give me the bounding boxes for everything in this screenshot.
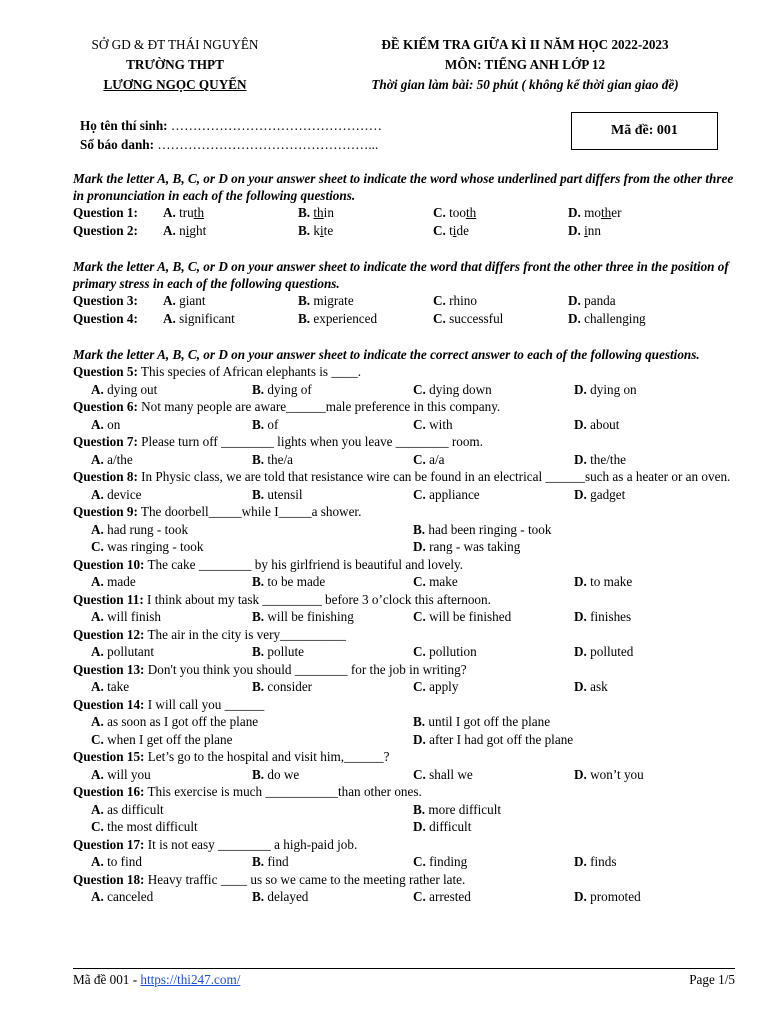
question-stem	[73, 836, 735, 854]
department: SỞ GD & ĐT THÁI NGUYÊN	[91, 37, 259, 52]
option-a: A. to find	[91, 854, 142, 869]
option-c: C. will be finished	[413, 609, 512, 624]
option-b: B. experienced	[298, 311, 378, 326]
option-c: C. successful	[433, 311, 504, 326]
option-c: C. appliance	[413, 486, 480, 502]
answer-row	[73, 381, 735, 399]
option-a: A. made	[91, 574, 136, 589]
name-dots: …………………………………………	[170, 118, 382, 133]
option-b: B. delayed	[252, 889, 309, 904]
question-item	[73, 748, 735, 783]
site-link[interactable]: https://thi247.com/	[140, 972, 241, 987]
id-dots: …………………………………………...	[157, 137, 379, 152]
option-b: B. to be made	[252, 574, 326, 589]
option-a: A. as difficult	[91, 801, 164, 817]
option-a: A. canceled	[91, 889, 154, 904]
question-label: Question 14:	[73, 696, 145, 712]
question-item	[73, 626, 735, 661]
question-row	[73, 204, 735, 222]
question-label: Question 7:	[73, 434, 138, 449]
option-b: B. do we	[252, 766, 300, 782]
question-stem	[73, 398, 735, 416]
question-stem	[73, 433, 735, 451]
answer-row	[73, 801, 735, 819]
question-stem	[73, 468, 735, 486]
option-c: C. the most difficult	[91, 819, 198, 834]
question-text: Heavy traffic ____ us so we came to the meeting rather late.	[144, 871, 466, 887]
option-d: D. rang - was taking	[413, 539, 521, 554]
option-d: D. about	[574, 416, 620, 432]
question-row	[73, 310, 735, 328]
option-d: D. promoted	[574, 889, 641, 904]
question-item	[73, 661, 735, 696]
option-b: B. thin	[298, 205, 334, 220]
question-item	[73, 468, 735, 503]
time-limit: Thời gian làm bài: 50 phút ( không kể thời gian giao đề)	[371, 77, 679, 92]
answer-row	[73, 521, 735, 539]
question-stem	[73, 626, 735, 644]
question-stem	[73, 661, 735, 679]
question-stem	[73, 871, 735, 889]
option-b: B. kite	[298, 223, 334, 238]
answer-row	[73, 818, 735, 836]
option-b: B. consider	[252, 679, 313, 694]
question-text: I think about my task _________ before 3 o’clock this afternoon.	[143, 591, 491, 607]
question-stem	[73, 591, 735, 609]
question-label: Question 12:	[73, 626, 145, 642]
question-item	[73, 836, 735, 871]
header-left	[70, 35, 280, 95]
answer-row	[73, 416, 735, 434]
question-stem	[73, 363, 735, 381]
question-text: The air in the city is very__________	[144, 626, 346, 642]
question-text: In Physic class, we are told that resistance wire can be found in an electrical ______such as a heater or an oven.	[137, 469, 731, 484]
question-text: Please turn off ________ lights when you leave ________ room.	[137, 434, 483, 449]
question-text: Don't you think you should ________ for the job in writing?	[144, 661, 467, 677]
question-text: It is not easy ________ a high-paid job.	[144, 836, 358, 852]
option-d: D. after I had got off the plane	[413, 731, 574, 747]
exam-code-box: Mã đề: 001	[571, 112, 718, 150]
option-d: D. finds	[574, 854, 617, 869]
option-c: C. tide	[433, 223, 469, 238]
option-d: D. difficult	[413, 819, 472, 834]
option-d: D. inn	[568, 223, 601, 238]
option-a: A. on	[91, 416, 121, 432]
page-number: Page 1/5	[689, 972, 735, 987]
question-text: This species of African elephants is ____.	[137, 364, 362, 379]
id-label: Số báo danh:	[80, 137, 155, 152]
option-b: B. migrate	[298, 293, 354, 308]
option-a: A. dying out	[91, 381, 158, 397]
option-b: B. had been ringing - took	[413, 521, 552, 537]
option-d: D. dying on	[574, 381, 637, 397]
answer-row	[73, 766, 735, 784]
option-c: C. apply	[413, 679, 459, 694]
option-c: C. a/a	[413, 451, 445, 467]
option-b: B. more difficult	[413, 801, 502, 817]
option-d: D. finishes	[574, 609, 632, 624]
question-item	[73, 783, 735, 836]
option-d: D. ask	[574, 679, 608, 694]
option-a: A. pollutant	[91, 644, 155, 659]
question-label: Question 13:	[73, 661, 145, 677]
option-a: A. will finish	[91, 609, 161, 624]
pronunciation-instruction: Mark the letter A, B, C, or D on your answer sheet to indicate the word whose underlined part differs from the other three in pronunciation in each of the following questions.	[73, 171, 734, 203]
candidate-info	[80, 116, 382, 154]
option-d: D. panda	[568, 293, 616, 308]
multiple-choice-instruction: Mark the letter A, B, C, or D on your answer sheet to indicate the correct answer to each of the following questions.	[73, 347, 700, 362]
option-a: A. device	[91, 486, 142, 502]
question-stem	[73, 556, 735, 574]
option-d: D. the/the	[574, 451, 627, 467]
question-text: Let’s go to the hospital and visit him,______?	[144, 749, 390, 764]
option-a: A. had rung - took	[91, 521, 189, 537]
option-b: B. utensil	[252, 486, 303, 502]
option-a: A. night	[163, 223, 207, 238]
answer-row	[73, 713, 735, 731]
question-text: The doorbell_____while I_____a shower.	[137, 504, 362, 519]
answer-row	[73, 678, 735, 696]
question-label: Question 4:	[73, 311, 138, 326]
answer-row	[73, 643, 735, 661]
exam-content	[73, 170, 735, 906]
question-label: Question 2:	[73, 223, 138, 238]
option-d: D. mother	[568, 205, 622, 220]
question-item	[73, 433, 735, 468]
option-c: C. dying down	[413, 381, 492, 397]
option-b: B. the/a	[252, 451, 294, 467]
question-label: Question 9:	[73, 504, 138, 519]
question-label: Question 8:	[73, 469, 138, 484]
option-d: D. to make	[574, 574, 633, 589]
answer-row	[73, 888, 735, 906]
question-label: Question 10:	[73, 556, 145, 572]
question-item	[73, 398, 735, 433]
option-a: A. will you	[91, 766, 151, 782]
answer-row	[73, 451, 735, 469]
subject: MÔN: TIẾNG ANH LỚP 12	[444, 57, 606, 72]
question-label: Question 16:	[73, 784, 145, 799]
footer	[73, 972, 735, 988]
question-label: Question 1:	[73, 205, 138, 220]
answer-row	[73, 573, 735, 591]
question-item	[73, 556, 735, 591]
answer-row	[73, 486, 735, 504]
option-c: C. with	[413, 416, 453, 432]
option-c: C. pollution	[413, 644, 477, 659]
question-text: The cake ________ by his girlfriend is beautiful and lovely.	[144, 556, 464, 572]
option-c: C. was ringing - took	[91, 539, 204, 554]
header-right	[330, 35, 720, 95]
school-type: TRƯỜNG THPT	[126, 57, 224, 72]
answer-row	[73, 538, 735, 556]
stress-instruction: Mark the letter A, B, C, or D on your answer sheet to indicate the word that differs front the other three in the position of primary stress in each of the following questions.	[73, 259, 729, 291]
school-name: LƯƠNG NGỌC QUYẾN	[103, 77, 247, 92]
question-item	[73, 871, 735, 906]
question-text: Not many people are aware______male preference in this company.	[137, 399, 501, 414]
option-b: B. of	[252, 416, 279, 432]
option-c: C. rhino	[433, 293, 477, 308]
question-label: Question 18:	[73, 871, 145, 887]
question-label: Question 6:	[73, 399, 138, 414]
answer-row	[73, 608, 735, 626]
option-a: A. as soon as I got off the plane	[91, 714, 259, 729]
option-c: C. when I get off the plane	[91, 731, 233, 747]
option-b: B. find	[252, 854, 289, 869]
answer-row	[73, 731, 735, 749]
question-stem	[73, 748, 735, 766]
option-a: A. take	[91, 679, 130, 694]
option-c: C. make	[413, 574, 458, 589]
option-b: B. dying of	[252, 381, 312, 397]
question-stem	[73, 783, 735, 801]
option-b: B. pollute	[252, 644, 305, 659]
footer-divider	[73, 968, 735, 969]
question-label: Question 3:	[73, 293, 138, 308]
question-item	[73, 591, 735, 626]
option-d: D. challenging	[568, 311, 646, 326]
question-text: I will call you ______	[144, 696, 265, 712]
option-c: C. arrested	[413, 889, 471, 904]
option-a: A. significant	[163, 311, 235, 326]
footer-left: Mã đề 001 - https://thi247.com/	[73, 972, 241, 987]
question-label: Question 5:	[73, 364, 138, 379]
option-c: C. tooth	[433, 205, 477, 220]
question-stem	[73, 696, 735, 714]
answer-row	[73, 853, 735, 871]
question-row	[73, 222, 735, 240]
question-label: Question 11:	[73, 591, 144, 607]
question-item	[73, 503, 735, 556]
option-d: D. gadget	[574, 486, 626, 502]
option-c: C. finding	[413, 854, 468, 869]
question-stem	[73, 503, 735, 521]
option-c: C. shall we	[413, 766, 473, 782]
question-label: Question 15:	[73, 749, 145, 764]
option-a: A. truth	[163, 205, 205, 220]
question-list	[73, 363, 735, 906]
name-label: Họ tên thí sinh:	[80, 118, 168, 133]
option-d: D. polluted	[574, 644, 634, 659]
option-a: A. giant	[163, 293, 206, 308]
question-row	[73, 292, 735, 310]
question-item	[73, 696, 735, 749]
question-label: Question 17:	[73, 836, 145, 852]
exam-title: ĐỀ KIỂM TRA GIỮA KÌ II NĂM HỌC 2022-2023	[381, 37, 669, 52]
option-a: A. a/the	[91, 451, 133, 467]
option-d: D. won’t you	[574, 766, 644, 782]
option-b: B. until I got off the plane	[413, 714, 551, 729]
question-text: This exercise is much ___________than other ones.	[144, 784, 422, 799]
option-b: B. will be finishing	[252, 609, 354, 624]
question-item	[73, 363, 735, 398]
